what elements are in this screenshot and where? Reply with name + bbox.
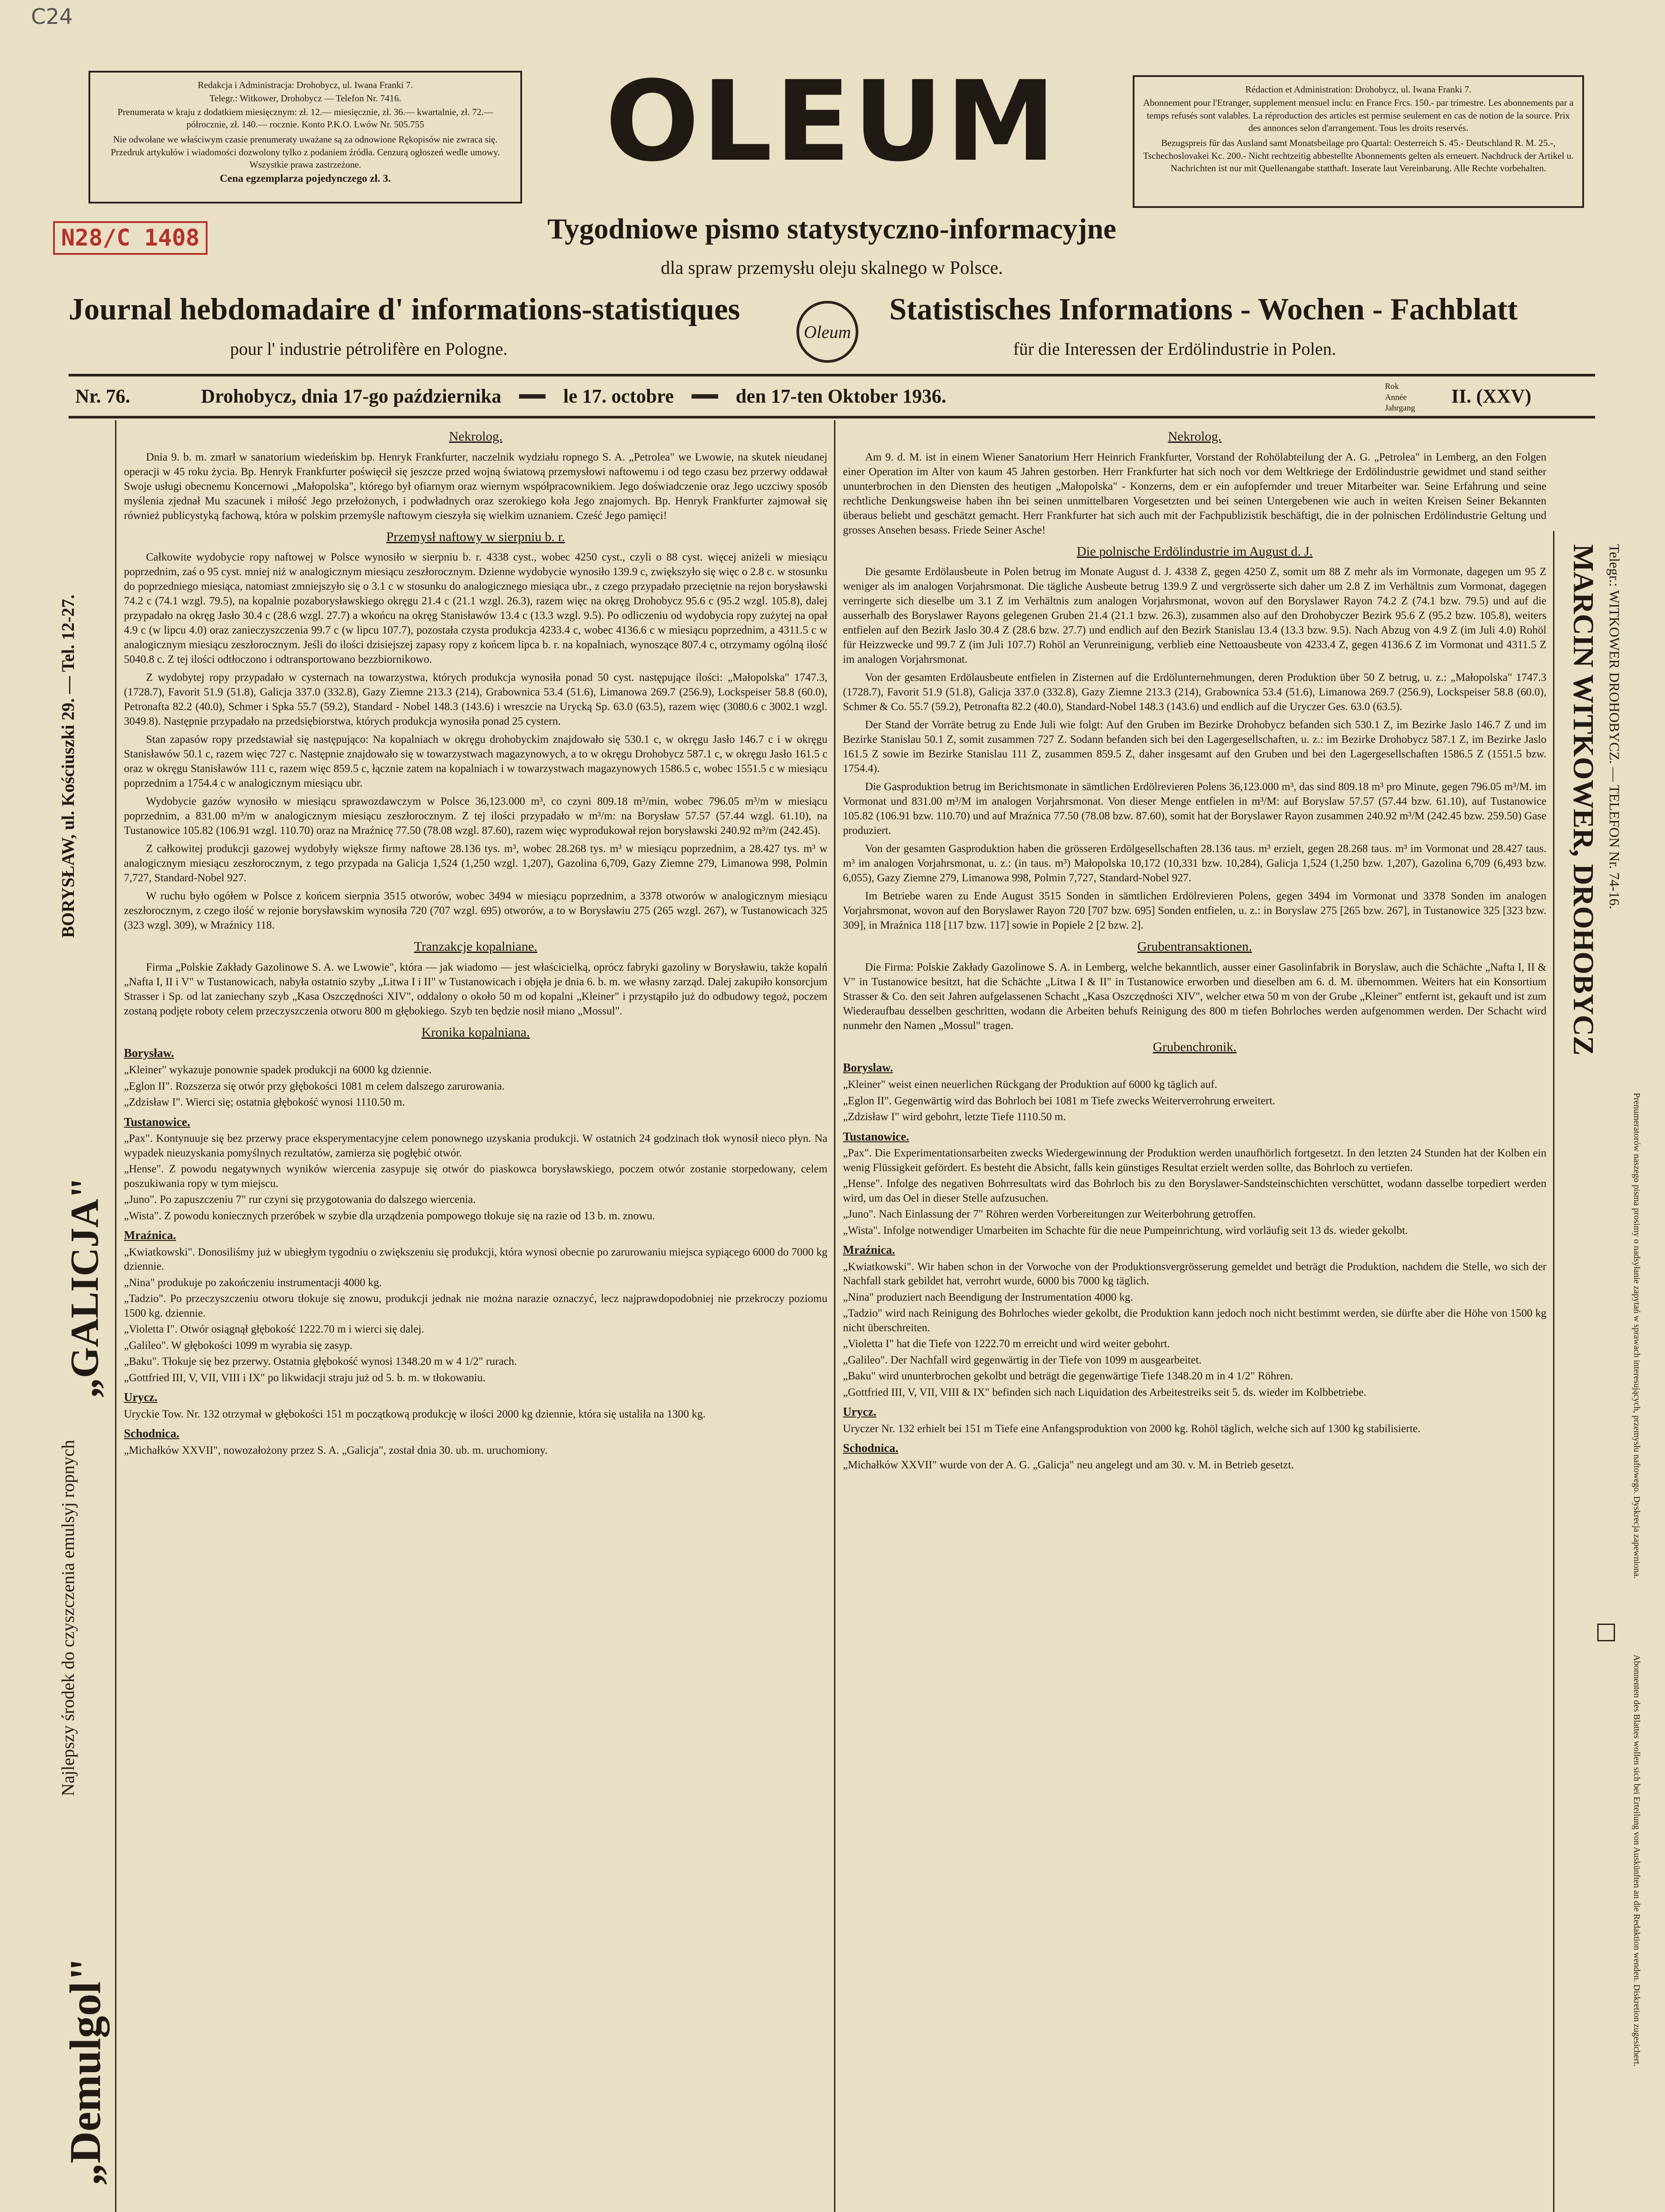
left-column-rule — [115, 420, 116, 2212]
paragraph-erdol-3: Der Stand der Vorräte betrug zu Ende Juli wie folgt: Auf den Gruben im Bezirke Drohobycz befanden sich 530.1 Z, im Bezirke Jaslo 146.7 Z und im Bezirke Stanislau 50.1 Z, somit zusammen 727 Z. Sodann befanden sich bei den Lagergesellschaften, u. z.: im Bezirke Drohobycz 587.1 Z, im Bezirke Jaslo 161.5 Z sowie im Bezirke Stanislau 111 Z, zusammen 859.5 Z, daher insgesamt auf den Gruben und bei den Lagergesellschaften 1586.5 Z (1551.5 bzw. 1754.4). — [843, 719, 1546, 775]
ad-witkower: MARCIN WITKOWER, DROHOBYCZ — [1567, 544, 1600, 1056]
list-item: „Eglon II". Rozszerza się otwór przy głębokości 1081 m celem dalszego zarurowania. — [124, 1080, 505, 1092]
heading-przemysl: Przemysł naftowy w sierpniu b. r. — [386, 529, 565, 544]
rule-dateline — [69, 416, 1595, 419]
emblem-text: Oleum — [804, 322, 851, 342]
paragraph-przemysl-1: Całkowite wydobycie ropy naftowej w Polsce wynosiło w sierpniu b. r. 4338 cyst., wobec 4250 cyst., czyli o 88 cyst. więcej aniżeli w miesiącu poprzednim, zaś o 95 cyst. mniej niż w analogicznym miesiącu zeszłorocznym. Dzienne wydobycie wynosiło 139.9 c, zwiększyło się więc o 2.8 c. w stosunku do poprzedniego miesiąca, natomiast zmniejszyło się o 3.1 c w stosunku do analogicznego miesiąca ubr., z czego przypadało przeciętnie na rejon borysławski 74.2 c (74.1 wzgl. 79.5), na kopalnie pozaborysławskiego okręgu 21.4 c (21.1 wzgl. 26.3), razem więc na okręg Drohobycz 95.6 c (95.2 wzgl. 105.8), dalej przypadało na okręg Jasło 30.4 c (28.6 wzgl. 27.7) a wkońcu na okręg Stanisławów 13.4 c (13.3 wzgl. 9.5). Po odliczeniu od wydobycia ropy zużytej na opał 4.9 c (w lipcu 4.0) oraz zanieczyszczenia 99.7 c (w lipcu 107.7), pozostała czysta produkcja 4233.4 c, wobec 4136.6 c w miesiącu poprzednim, a 4311.5 c w analogicznym miesiącu zeszłorocznym. Jeśli do ilości dzisiejszej zapasy ropy z końcem lipca b. r. na kopalniach, wynoszące 807.4 c, otrzymamy ogólną ilość 5040.8 c. Z tej ilości odtłoczono i odtransportowano bezzbiornikowo. — [124, 551, 827, 666]
center-column-rule — [834, 420, 835, 2212]
rule-top — [69, 374, 1595, 376]
polish-column — [124, 422, 827, 2212]
notice-icon — [1597, 1624, 1615, 1641]
list-item: „Juno". Nach Einlassung der 7" Röhren werden Vorbereitungen zur Weiterbohrung getroffen. — [843, 1208, 1256, 1221]
list-item: „Michałków XXVII" wurde von der A. G. „Galicja" neu angelegt und am 30. v. M. in Betrieb gesetzt. — [843, 1459, 1294, 1471]
location-tustanowice-pl: Tustanowice. — [124, 1115, 190, 1129]
box-left-line5: Cena egzemplarza pojedynczego zł. 3. — [219, 173, 391, 185]
location-urycz-pl: Urycz. — [124, 1390, 158, 1404]
box-left-line4: Nie odwołane we właściwym czasie prenumeraty uważane są za odnowione Rękopisów nie zwraca się. Przedruk artykułów i wiadomości dozwolony tylko z podaniem źródła. Cenzurą ogłoszeń wedle umowy. Wszystkie prawa zastrzeżone. — [111, 134, 500, 170]
oleum-emblem-icon — [796, 301, 858, 363]
title-french: Journal hebdomadaire d' informations-statistiques — [69, 292, 740, 326]
paragraph-erdol-5: Von der gesamten Gasproduktion haben die grösseren Erdölgesellschaften 28.136 taus. m³ erzielt, gegen 28.268 taus. m³ im Vormonat und 28.427 taus. m³ im analogen Vorjahrsmonat, u. z.: (in taus. m³) Małopolska 10,172 (10,331 bzw. 10,284), Galicja 1,524 (1,250 bzw. 1,207), Gazolina 6,709 (6,493 bzw. 6,055), Gazy Ziemne 279, Limanowa 998, Polmin 7,727, Standard-Nobel 927. — [843, 843, 1546, 884]
header-box-right — [1133, 75, 1584, 208]
list-item: „Hense". Z powodu negatywnych wyników wiercenia zasypuje się otwór do piaskowca borysławskiego, poczem otwór zostanie storpedowany, celem poszukiwania ropy w tym miejscu. — [124, 1163, 827, 1190]
paragraph-nekrolog-de: Am 9. d. M. ist in einem Wiener Sanatorium Herr Heinrich Frankfurter, Vorstand der Rohölabteilung der A. G. „Petrolea" in Lemberg, an den Folgen einer Operation im Alter von kaum 45 Jahren gestorben. Herr Frankfurter hat sich noch vor dem Weltkriege der Erdölindustrie gewidmet und stand seither ununterbrochen in den Diensten des heutigen „Małopolska" - Konzerns, dem er ein aufopfernder und treuer Mitarbeiter war. Seine Erfahrung und seine rechtliche Denkungsweise haben ihn bei seinen unmittelbaren Vorgesetzten und bei seinen Untergebenen wie auch in weiten Kreisen Seiner Bekannten überaus beliebt und geschätzt gemacht. Herr Frankfurter hat sich auch mit der Fachpublizistik beschäftigt, die in der polnischen Erdölindustrie Geltung und grosses Ansehen besass. Friede Seiner Asche! — [843, 451, 1546, 536]
right-ad-column — [1557, 531, 1659, 2212]
location-urycz-de: Urycz. — [843, 1405, 877, 1419]
heading-tranzakcje: Tranzakcje kopalniane. — [414, 939, 538, 954]
location-mraznica-pl: Mraźnica. — [124, 1229, 176, 1242]
year-label-de: Jahrgang — [1385, 403, 1415, 413]
paragraph-gruben: Die Firma: Polskie Zakłady Gazolinowe S. A. in Lemberg, welche bekanntlich, ausser einer Gasolinfabrik in Boryslaw, auch die Schächte „Nafta I, II & V" in Tustanowice besitzt, hat die Schächte „Litwa I & II" in Tustanowice erworben und dieselben am 6. d. M. übernommen. Weiters hat ein Konsortium Strasser & Co. den seit Jahren aufgelassenen Schacht „Kasa Oszczędności XIV", welcher etwa 50 m von der Grube „Kleiner" entfernt ist, gekauft und ist zum Wiederaufbau desselben geschritten, wodann die Arbeiten behufs Reinigung des 800 m tiefen Bohrloches werden aufgenommen werden. Der Schacht wird nunmehr den Namen „Mossul" tragen. — [843, 961, 1546, 1032]
dateline — [75, 385, 1403, 407]
paragraph-nekrolog-pl: Dnia 9. b. m. zmarł w sanatorium wiedeńskim bp. Henryk Frankfurter, naczelnik wydziału ropnego S. A. „Petrolea" we Lwowie, na skutek nieudanej operacji w 45 roku życia. Bp. Henryk Frankfurter poświęcił się jeszcze przed wojną światową przemysłowi naftowemu i od tego czasu bez przerwy oddawał Swoje usługi obecnemu Koncernowi „Małopolska", którego był ofiarnym oraz wiernym współpracownikiem. Jego doświadczenie oraz Jego uczciwy sposób myślenia zjednał Mu szacunek i miłość Jego przełożonych, i podwładnych oraz szerokiego koła Jego znajomych. Bp. Henryk Frankfurter zajmował się również publicystyką fachową, która w polskim przemyśle naftowym cieszyła się wielkim uznaniem. Cześć Jego pamięci! — [124, 451, 827, 522]
year-label-fr: Année — [1385, 392, 1407, 402]
list-item: „Nina" produziert nach Beendigung der Instrumentation 4000 kg. — [843, 1291, 1133, 1303]
year-labels — [1385, 381, 1438, 414]
german-column — [843, 422, 1546, 2212]
list-item: „Kwiatkowski". Wir haben schon in der Vorwoche von der Produktionsvergrösserung gemeldet und beträgt die Produktion, nachdem die Stelle, wo sich der Nachfall stark gebildet hat, verrohrt wurde, 6000 bis 7000 kg täglich. — [843, 1260, 1546, 1287]
list-item: „Zdzisław I". Wierci się; ostatnia głębokość wynosi 1110.50 m. — [124, 1096, 405, 1108]
title-french-sub: pour l' industrie pétrolifère en Pologne. — [230, 339, 508, 359]
list-item: „Gottfried III, V, VII, VIII & IX" befinden sich nach Liquidation des Arbeitestreiks seit 5. ds. wieder im Kolbbetriebe. — [843, 1386, 1367, 1398]
paragraph-przemysl-6: W ruchu było ogółem w Polsce z końcem sierpnia 3515 otworów, wobec 3494 w miesiącu poprzednim, a 3378 otworów w analogicznym miesiącu zeszłorocznym, z czego ilość w rejonie borysławskim wynosiła 720 (707 wzgl. 695) otworów, a to w Borysławiu 275 (265 wzgl. 267), w Tustanowicach 325 (323 wzgl. 309), w Mraźnicy 118. — [124, 890, 827, 932]
list-item: „Baku" wird ununterbrochen gekolbt und beträgt die gegenwärtige Tiefe 1348.20 m in 4 1/2" Röhren. — [843, 1370, 1293, 1382]
box-right-line1: Rédaction et Administration: Drohobycz, ul. Iwana Franki 7. — [1245, 84, 1472, 95]
paragraph-tranzakcje: Firma „Polskie Zakłady Gazolinowe S. A. we Lwowie", która — jak wiadomo — jest właścicielką, oprócz fabryki gazoliny w Borysławiu, także kopalń „Nafta I, II i V" w Tustanowicach, nabyła ostatnio szyby „Litwa I i II" w Tustanowicach i objęła je dnia 6. b. m. we własny zarząd. Dalej zakupiło konsorcjum Strasser i Sp. od lat zaniechany szyb „Kasa Oszczędności XIV", oddalony o około 50 m od kopalni „Kleiner" i przystąpiło już do odbudowy tegoż, poczem zostaną podjęte roboty celem przeczyszczenia otworu 800 m głębokiego. Szyb ten będzie nosił miano „Mossul". — [124, 961, 827, 1017]
heading-nekrolog-pl: Nekrolog. — [449, 429, 503, 444]
ad-demulgol-description: Najlepszy środek do czyszczenia emulsyj ropnych — [58, 1440, 78, 1796]
heading-chronik: Grubenchronik. — [1153, 1039, 1237, 1054]
list-item: „Juno". Po zapuszczeniu 7" rur czyni się przygotowania do dalszego wiercenia. — [124, 1194, 476, 1206]
list-item: „Nina" produkuje po zakończeniu instrumentacji 4000 kg. — [124, 1276, 382, 1289]
paragraph-przemysl-2: Z wydobytej ropy przypadało w cysternach na towarzystwa, których produkcja wynosiła ponad 50 cyst. następujące ilości: „Małopolska" 1747.3, (1728.7), Favorit 51.9 (51.8), Galicja 337.0 (332.8), Gazy Ziemne 213.3 (214), Grabownica 53.4 (51.6), Limanowa 269.7 (256.9), Lockspeiser 58.8 (60.0), Petronafta 82.2 (40.0), Schmer i Spka 55.7 (59.2), Standard - Nobel 148.3 (143.6) i wreszcie na Urycką Sp. 63.0 (63.5), razem więc (3080.6 c 3002.1 wzgl. 3049.8). Następnie przypadało na przedsiębiorstwa, których produkcja wynosiła ponad 25 cystern. — [124, 672, 827, 728]
left-ad-column — [9, 425, 115, 2212]
dateline-german: den 17-ten Oktober 1936. — [735, 385, 946, 407]
pencil-mark: C24 — [31, 4, 73, 29]
list-item: „Zdzisław I" wird gebohrt, letzte Tiefe 1110.50 m. — [843, 1111, 1066, 1123]
list-item: „Kleiner" weist einen neuerlichen Rückgang der Produktion auf 6000 kg täglich auf. — [843, 1079, 1218, 1091]
heading-nekrolog-de: Nekrolog. — [1168, 429, 1222, 444]
list-item: „Wista". Infolge notwendiger Umarbeiten im Schachte für die neue Pumpeinrichtung, wird vorläufig seit 13 ds. wieder gekolbt. — [843, 1224, 1408, 1237]
box-left-line1: Redakcja i Administracja: Drohobycz, ul. Iwana Franki 7. — [197, 80, 413, 90]
header-box-left — [88, 71, 522, 204]
dateline-french: le 17. octobre — [563, 385, 674, 407]
dateline-polish: Drohobycz, dnia 17-go października — [201, 385, 502, 407]
heading-kronika: Kronika kopalniana. — [421, 1025, 530, 1040]
notice-german: Abonnenten des Blattes wollen sich bei Erteilung von Auskünften an die Redaktion wenden. Diskretion zugesichert. — [1632, 1655, 1642, 2066]
paragraph-erdol-4: Die Gasproduktion betrug im Berichtsmonate in sämtlichen Erdölrevieren Polens 36,123.000 m³, das sind 809.18 m³ pro Minute, gegen 796.05 m³/M. im Vormonat und 831.00 m³/M im analogen Vorjahrsmonat. Von dieser Menge entfielen in m³/M: auf Boryslaw 57.57 (57.44 bzw. 61.10), auf Tustanowice 105.82 (106.91 bzw. 110.70) und auf Mraźnica 77.50 (78.08 bzw. 87.60), somit hat der Boryslawer Rayon zusammen 240.92 m³/M (242.45 bzw. 259.50) Gase produziert. — [843, 781, 1546, 837]
subtitle-polish: Tygodniowe pismo statystyczno-informacyjne — [547, 213, 1116, 245]
list-item: „Pax". Kontynuuje się bez przerwy prace eksperymentacyjne celem ponownego uzyskania produkcji. W ostatnich 24 godzinach tłok wynosił nieco płyn. Na wypadek nieuzyskania pomyślnych rezultatów, zamierza się pogłębić otwór. — [124, 1133, 827, 1159]
list-item: „Galileo". Der Nachfall wird gegenwärtig in der Tiefe von 1099 m ausgearbeitet. — [843, 1354, 1202, 1366]
masthead-title: OLEUM — [605, 57, 1059, 186]
location-schodnica-pl: Schodnica. — [124, 1427, 180, 1440]
paragraph-przemysl-5: Z całkowitej produkcji gazowej wydobyły większe firmy naftowe 28.136 tys. m³, wobec 28.268 tys. m³ w miesiącu poprzednim, a 28.427 tys. m³ w analogicznym miesiącu zeszłorocznym, z tego przypada na Galicja 1,524 (1,250 wzgl. 1,207), Gazolina 6,709, Gazy Ziemne 279, Limanowa 998, Polmin 7,727, Standard-Nobel 927. — [124, 843, 827, 884]
list-item: „Pax". Die Experimentationsarbeiten zwecks Wiedergewinnung der Produktion werden unaufhörlich fortgesetzt. In den letzten 24 Stunden hat der Kolben ein wenig Flüssigkeit gefördert. Es besteht die Absicht, falls kein günstiges Resultat erzielt werden sollte, das Bohrloch zu vertiefen. — [843, 1147, 1546, 1174]
list-item: „Kleiner" wykazuje ponownie spadek produkcji na 6000 kg dziennie. — [124, 1064, 432, 1076]
list-item: „Eglon II". Gegenwärtig wird das Bohrloch bei 1081 m Tiefe zwecks Weiterverrohrung erweitert. — [843, 1094, 1275, 1107]
location-schodnica-de: Schodnica. — [843, 1441, 899, 1455]
list-item: „Tadzio" wird nach Reinigung des Bohrloches wieder gekolbt, die Produktion kann jedoch noch nicht bestimmt werden, sie dürfte aber die Höhe von 1500 kg nicht überschreiten. — [843, 1307, 1546, 1334]
location-boryslaw-de: Boryslaw. — [843, 1061, 893, 1075]
archive-stamp: N28/C 1408 — [53, 221, 208, 255]
paragraph-przemysl-3: Stan zapasów ropy przedstawiał się następująco: Na kopalniach w okręgu drohobyckim znajdowało się 530.1 c, w okręgu Jasło 146.7 c i w okręgu Stanisławów 50.1 c, razem więc 727 c. Następnie znajdowało się w towarzystwach magazynowych, a to w okręgu Drohobycz 587.1 c, w okręgu Jasło 161.5 c oraz w okręgu Stanisławów 111 c, razem więc 859.5 c, łącznie zatem na kopalniach i w towarzystwach magazynowych 1586.5 c, wobec 1551.5 c w miesiącu poprzednim a 1754.4 c w analogicznym miesiącu ubr. — [124, 733, 827, 790]
box-right-line3: Bezugspreis für das Ausland samt Monatsbeilage pro Quartal: Oesterreich S. 45.- Deutschland R. M. 25.-, Tschechoslovakei Kc. 200.- Nicht rechtzeitig abbestellte Abonnements gelten als erneuert. Nachdruck der Artikel u. Nachrichten ist nur mit Quellenangabe statthaft. Inserate laut Vereinbarung. Alle Rechte vorbehalten. — [1143, 138, 1574, 174]
list-item: „Wista". Z powodu koniecznych przeróbek w szybie dla urządzenia pompowego tłokuje się na razie od 13 b. m. znowu. — [124, 1210, 655, 1222]
title-german-sub: für die Interessen der Erdölindustrie in Polen. — [1013, 339, 1336, 359]
list-item: „Hense". Infolge des negativen Bohrresultats wird das Bohrloch bis zu den Boryslawer-Sandsteinschichten verschüttet, wodann dasselbe torpediert werden wird, um das Oel in dieser Stelle aufzusuchen. — [843, 1178, 1546, 1204]
list-item: „Kwiatkowski". Donosiliśmy już w ubiegłym tygodniu o zwiększeniu się produkcji, która wynosi obecnie po zarurowaniu miejsca sypiącego 6000 do 7000 kg dziennie. — [124, 1246, 827, 1273]
list-item: „Galileo". W głębokości 1099 m wyrabia się zasyp. — [124, 1339, 353, 1352]
year-volume: II. (XXV) — [1451, 385, 1531, 407]
issue-number: Nr. 76. — [75, 385, 131, 407]
list-item: „Violetta I" hat die Tiefe von 1222.70 m erreicht und wird weiter gebohrt. — [843, 1338, 1170, 1350]
list-item: Uryckie Tow. Nr. 132 otrzymał w głębokości 151 m początkową produkcję w ilości 2000 kg dziennie, która się ustaliła na 1300 kg. — [124, 1408, 706, 1420]
ad-demulgol: „Demulgol" — [61, 1957, 110, 2185]
paragraph-erdol-2: Von der gesamten Erdölausbeute entfielen in Zisternen auf die Erdölunternehmungen, deren Produktion über 50 Z betrug, u. z.: „Małopolska" 1747.3 (1728.7), Favorit 51.9 (51.8), Galicja 337.0 (332.8), Gazy Ziemne 213.3 (214), Grabownica 53.4 (51.6), Limanowa 269.7 (256.9), Lockspeiser 58.8 (60.0), Schmer & Co. 55.7 (59.2), Petronafta 82.2 (40.0), Standard-Nobel 148.3 (143.6) und endlich auf die Uryczer Ges. 63.0 (63.5). — [843, 672, 1546, 713]
subtitle-polish-2: dla spraw przemysłu oleju skalnego w Polsce. — [661, 258, 1003, 278]
year-label-pl: Rok — [1385, 382, 1399, 391]
dash-separator — [692, 394, 718, 399]
list-item: „Michałków XXVII", nowozałożony przez S. A. „Galicja", został dnia 30. ub. m. uruchomiony. — [124, 1444, 548, 1456]
title-german: Statistisches Informations - Wochen - Fachblatt — [889, 292, 1518, 326]
location-tustanowice-de: Tustanowice. — [843, 1129, 909, 1143]
heading-gruben: Grubentransaktionen. — [1137, 939, 1252, 954]
paragraph-erdol-1: Die gesamte Erdölausbeute in Polen betrug im Monate August d. J. 4338 Z, gegen 4250 Z, somit um 88 Z mehr als im Vormonate, dagegen um 95 Z weniger als im analogen Vorjahrsmonat. Die tägliche Ausbeute betrug 139.9 Z und vergrösserte sich daher um 2.8 Z im Verhältnis zum Vormonat, dagegen verringerte sich dieselbe um 3.1 Z im Verhältnis zum analogen Vorjahrsmonat, wovon auf den Boryslawer Rayon 74.2 Z (74.1 bzw. 79.5) und auf die ausserhalb des Boryslawer Rayons gelegenen Gruben 21.4 (21.1 bzw. 26.3), zusammen also auf den Drohobyczer Bezirk 95.6 Z (95.2 bzw. 105.8), weiters entfielen auf den Bezirk Jaslo 30.4 Z (28.6 bzw. 27.7) und endlich auf den Bezirk Stanislau 13.4 (13.3 bzw. 9.5). Nach Abzug von 4.9 Z (im Juli 4.0) Rohöl für Heizzwecke und 99.7 Z (im Juli 107.7) Rohöl an Verunreinigung, verblieb eine Nettoausbeute von 4233.4 Z, gegen 4136.6 Z im Vormonat und 4311.5 Z im analogen Vorjahrsmonat. — [843, 566, 1546, 666]
list-item: „Baku". Tłokuje się bez przerwy. Ostatnia głębokość wynosi 1348.20 m w 4 1/2" rurach. — [124, 1356, 517, 1368]
right-column-rule — [1553, 531, 1554, 2212]
box-left-line2: Telegr.: Witkower, Drohobycz — Telefon Nr. 7416. — [209, 93, 401, 104]
list-item: „Violetta I". Otwór osiągnął głębokość 1222.70 m i wierci się dalej. — [124, 1323, 424, 1336]
location-mraznica-de: Mraźnica. — [843, 1243, 895, 1257]
ad-witkower-sub: Telegr.: WITKOWER DROHOBYCZ. — TELEFON Nr. 74-16. — [1607, 544, 1623, 909]
location-boryslaw-pl: Borysław. — [124, 1046, 174, 1060]
box-left-line3: Prenumerata w kraju z dodatkiem miesięcznym: zł. 12.— miesięcznie, zł. 36.— kwartalnie, zł. 72.— półrocznie, zł. 140.— rocznie. Konto P.K.O. Lwów Nr. 505.755 — [117, 106, 493, 130]
list-item: „Gottfried III, V, VII, VIII i IX" po likwidacji straju już od 5. b. m. w tłokowaniu. — [124, 1371, 486, 1384]
heading-erdol: Die polnische Erdölindustrie im August d. J. — [1077, 544, 1313, 559]
box-right-line2: Abonnement pour l'Etranger, supplement mensuel inclu: en France Frcs. 150.- par trimestre. Les abonnements par a temps refusés sont valables. La réproduction des articles est permise seulement en cas de notion de la source. Prix des annonces selon d'arrangement. Tous les droits reservés. — [1143, 97, 1574, 134]
paragraph-przemysl-4: Wydobycie gazów wynosiło w miesiącu sprawozdawczym w Polsce 36,123.000 m³, co czyni 809.18 m³/min, wobec 796.05 m³/m w miesiącu poprzednim, a 831.00 m³/m w analogicznym miesiącu zeszłorocznym. Z tej ilości przypadało w m³/m: na Borysław 57.57 (57.44 wzgl. 61.10), na Tustanowice 105.82 (106.91 wzgl. 110.70) oraz na Mraźnicę 77.50 (78.08 wzgl. 87.60), razem więc wyprodukował rejon borysławski 240.92 m³/m (242.45). — [124, 795, 827, 837]
list-item: „Tadzio". Po przeczyszczeniu otworu tłokuje się znowu, produkcji jednak nie można narazie oznaczyć, lecz najprawdopodobniej nie przekroczy poziomu 1500 kg. dziennie. — [124, 1293, 827, 1319]
dash-separator — [519, 394, 546, 399]
ad-galicja-address: BORYSŁAW, ul. Kościuszki 29. — Tel. 12-27. — [58, 594, 78, 938]
list-item: Uryczer Nr. 132 erhielt bei 151 m Tiefe eine Anfangsproduktion von 2000 kg. Rohöl täglich, welche sich auf 1300 kg stabilisierte. — [843, 1422, 1421, 1435]
ad-galicja: „GALICJA" — [63, 1176, 107, 1398]
paragraph-erdol-6: Im Betriebe waren zu Ende August 3515 Sonden in sämtlichen Erdölrevieren Polens, gegen 3494 im Vormonat und 3378 Sonden im analogen Vorjahrsmonat, wovon auf den Boryslawer Rayon 720 [707 bzw. 695] Sonden entfielen, u. z.: in Boryslaw 275 [265 bzw. 267], in Tustanowice 325 [323 bzw. 309], in Mraźnica 118 [117 bzw. 117] sowie in Popiele 2 [2 bzw. 2]. — [843, 890, 1546, 932]
notice-polish: Prenumeratorów naszego pisma prosimy o nadsyłanie zapytań w sprawach interesujących, przemysłu naftowego. Dyskrecja zapewniona. — [1632, 1093, 1642, 1579]
